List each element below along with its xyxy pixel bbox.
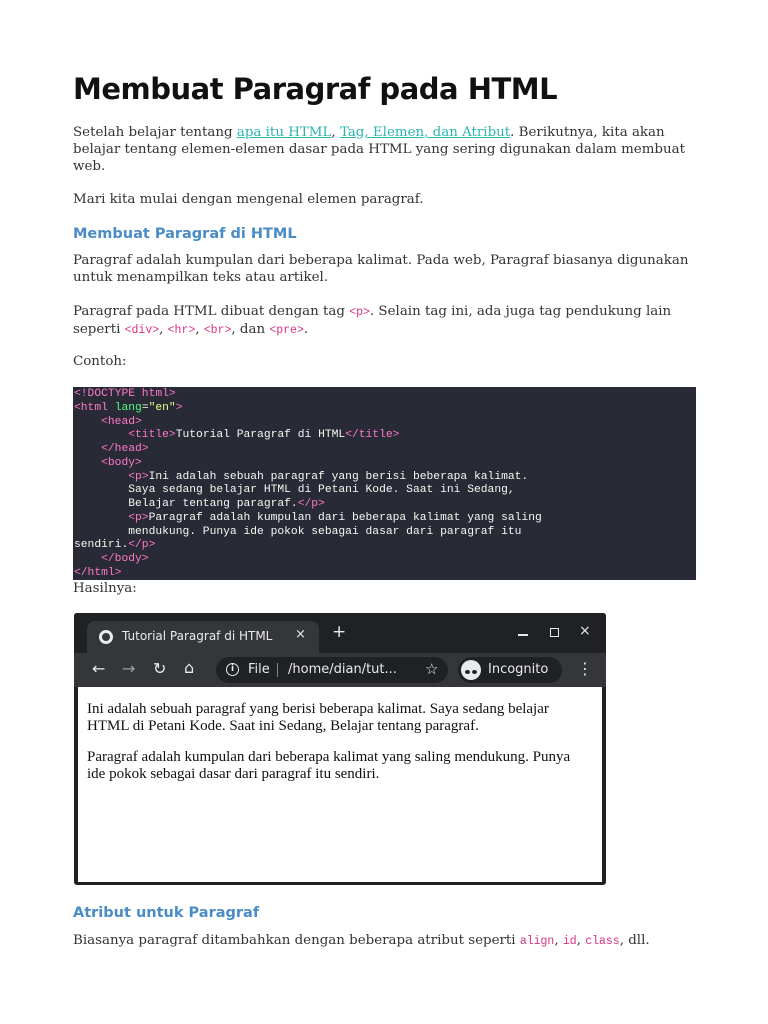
para2-text: , bbox=[195, 322, 204, 337]
intro-paragraph bbox=[73, 124, 698, 175]
code-text: sendiri. bbox=[74, 539, 129, 552]
page-title: Membuat Paragraf pada HTML bbox=[73, 72, 558, 106]
result-label: Hasilnya: bbox=[73, 581, 137, 596]
tab-title: Tutorial Paragraf di HTML bbox=[122, 629, 273, 643]
browser-screenshot bbox=[74, 613, 606, 885]
rendered-paragraph-1: Ini adalah sebuah paragraf yang berisi beberapa kalimat. Saya sedang belajar HTML di Petani Kode. Saat ini Sedang, Belajar tentang paragraf. bbox=[87, 701, 549, 734]
code-token: <p> bbox=[128, 511, 149, 524]
code-token: </head> bbox=[101, 443, 149, 455]
inline-code-id: id bbox=[562, 935, 577, 948]
para2-text: Paragraf pada HTML dibuat dengan tag bbox=[73, 304, 350, 319]
section2-text: Biasanya paragraf ditambahkan dengan beberapa atribut seperti bbox=[73, 933, 520, 948]
code-text: Tutorial Paragraf di HTML bbox=[175, 429, 346, 442]
code-token: </p> bbox=[297, 498, 325, 510]
minimize-icon[interactable] bbox=[518, 634, 528, 636]
browser-tab[interactable] bbox=[87, 621, 319, 653]
code-token: <body> bbox=[101, 456, 142, 469]
star-icon[interactable]: ☆ bbox=[425, 660, 439, 678]
intro-text-start: Setelah belajar tentang bbox=[73, 125, 237, 140]
address-bar[interactable] bbox=[216, 657, 448, 683]
code-token: </title> bbox=[345, 429, 400, 442]
inline-code-class: class bbox=[585, 935, 620, 948]
section-heading-membuat-paragraf: Membuat Paragraf di HTML bbox=[73, 226, 297, 242]
code-text: Saya sedang belajar HTML di Petani Kode. Saat ini Sedang, bbox=[128, 484, 515, 497]
close-icon[interactable]: × bbox=[295, 627, 306, 642]
section2-text: , bbox=[576, 933, 586, 948]
code-token: </p> bbox=[128, 539, 156, 552]
url-text[interactable]: /home/dian/tut... bbox=[288, 662, 397, 677]
example-label: Contoh: bbox=[73, 354, 127, 369]
code-doctype: <!DOCTYPE html> bbox=[74, 388, 176, 400]
home-icon[interactable]: ⌂ bbox=[184, 658, 195, 677]
code-token: </html> bbox=[74, 566, 122, 579]
section1-paragraph-1: Paragraf adalah kumpulan dari beberapa kalimat. Pada web, Paragraf biasanya digunakan untuk menampilkan teks atau artikel. bbox=[73, 253, 689, 285]
rendered-paragraph-2: Paragraf adalah kumpulan dari beberapa kalimat yang saling mendukung. Punya ide pokok sebagai dasar dari paragraf itu sendiri. bbox=[87, 749, 571, 782]
code-token: = bbox=[141, 401, 149, 414]
code-token: <p> bbox=[128, 470, 149, 483]
intro-text-end: . Berikutnya, kita akan belajar tentang elemen-elemen dasar pada HTML yang sering digunakan dalam membuat web. bbox=[73, 125, 685, 174]
reload-icon[interactable]: ↻ bbox=[153, 659, 167, 678]
section1-paragraph-2 bbox=[73, 303, 698, 339]
incognito-icon bbox=[461, 660, 481, 680]
incognito-label: Incognito bbox=[488, 662, 549, 677]
intro-text-separator: , bbox=[331, 125, 340, 140]
intro-paragraph-2: Mari kita mulai dengan mengenal elemen paragraf. bbox=[73, 192, 424, 207]
code-token: <head> bbox=[101, 415, 142, 428]
code-token: <title> bbox=[128, 429, 176, 442]
inline-code-align: align bbox=[519, 935, 555, 948]
incognito-badge[interactable] bbox=[458, 657, 562, 683]
close-window-icon[interactable]: × bbox=[579, 623, 591, 639]
section-heading-atribut: Atribut untuk Paragraf bbox=[73, 905, 260, 921]
code-token: > bbox=[175, 401, 183, 414]
maximize-icon[interactable] bbox=[550, 628, 559, 637]
code-token: </body> bbox=[101, 553, 149, 565]
inline-code-div: <div> bbox=[124, 324, 160, 337]
browser-toolbar bbox=[74, 653, 606, 687]
inline-code-hr: <hr> bbox=[167, 324, 196, 337]
para2-text: , bbox=[159, 322, 168, 337]
code-text: Belajar tentang paragraf. bbox=[128, 498, 298, 510]
info-icon[interactable]: i bbox=[226, 663, 239, 676]
link-tag-elemen-atribut[interactable]: Tag, Elemen, dan Atribut bbox=[339, 125, 511, 140]
para2-text: , dan bbox=[231, 322, 270, 337]
globe-icon bbox=[99, 630, 113, 644]
code-attr: lang bbox=[114, 401, 142, 414]
para2-text: . Selain tag ini, ada juga tag pendukung lain seperti bbox=[73, 304, 672, 337]
link-apa-itu-html[interactable]: apa itu HTML bbox=[236, 125, 332, 140]
code-text: Paragraf adalah kumpulan dari beberapa kalimat yang saling bbox=[148, 511, 542, 524]
code-token: html bbox=[80, 401, 108, 414]
tab-strip bbox=[74, 613, 606, 653]
inline-code-br: <br> bbox=[203, 324, 232, 337]
kebab-menu-icon[interactable]: ⋮ bbox=[577, 659, 593, 678]
back-arrow-icon[interactable]: ← bbox=[92, 659, 106, 678]
inline-code-pre: <pre> bbox=[269, 324, 304, 337]
forward-arrow-icon[interactable]: → bbox=[122, 659, 136, 678]
code-token: < bbox=[74, 401, 81, 414]
plus-icon[interactable]: + bbox=[332, 622, 347, 642]
code-text: Ini adalah sebuah paragraf yang berisi beberapa kalimat. bbox=[148, 470, 529, 483]
browser-viewport bbox=[78, 687, 602, 882]
section2-text: , dll. bbox=[619, 933, 650, 948]
code-string: "en" bbox=[148, 401, 176, 414]
section2-paragraph bbox=[73, 932, 698, 950]
para2-text: . bbox=[303, 322, 309, 337]
section2-text: , bbox=[554, 933, 563, 948]
inline-code-p: <p> bbox=[349, 306, 370, 319]
code-text: mendukung. Punya ide pokok sebagai dasar dari paragraf itu bbox=[128, 525, 522, 538]
url-scheme: File bbox=[248, 662, 270, 677]
code-block bbox=[73, 387, 696, 580]
divider bbox=[277, 663, 278, 677]
